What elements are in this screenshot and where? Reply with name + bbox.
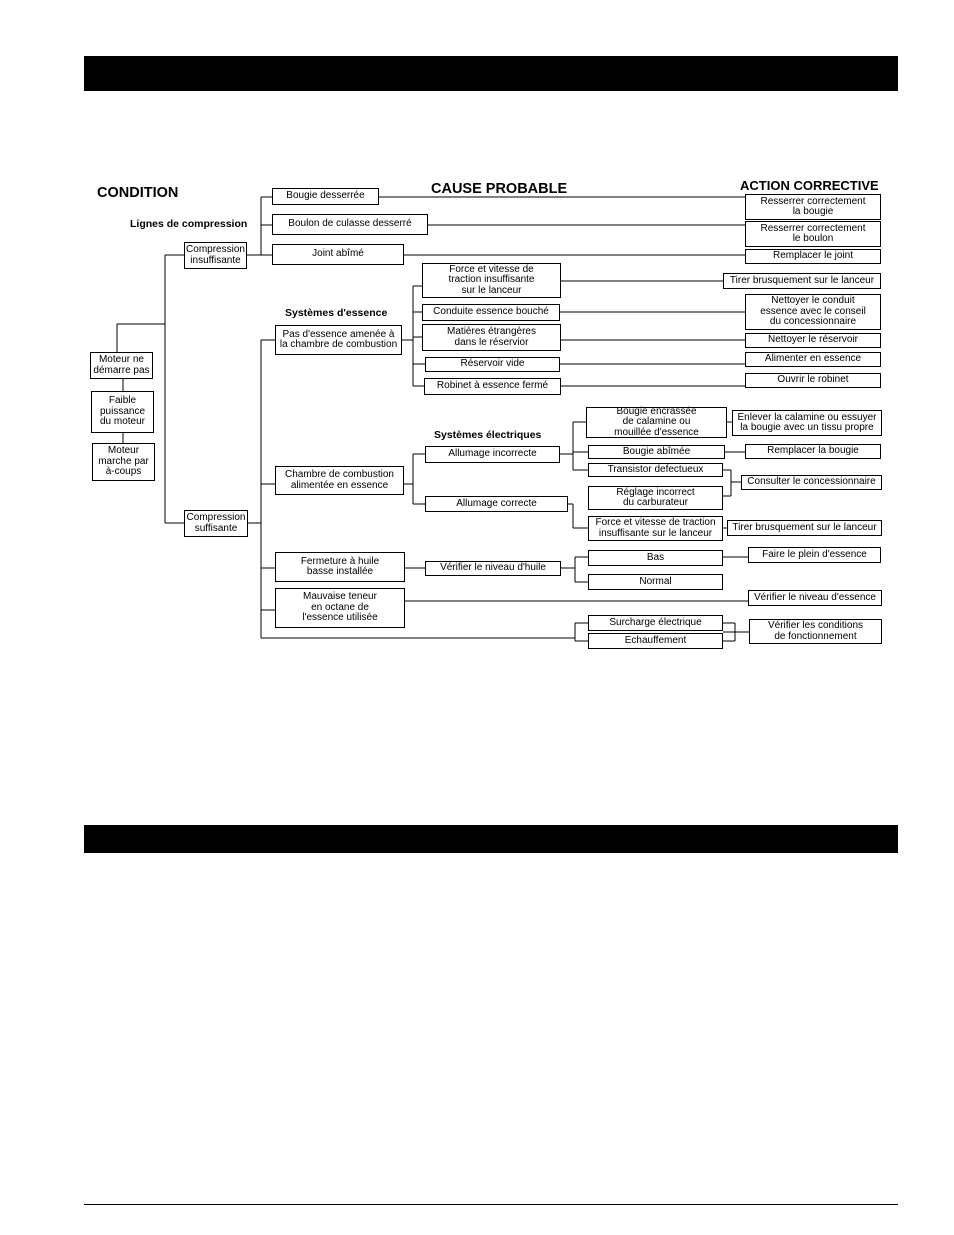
fuel-action-add-fuel: Alimenter en essence bbox=[745, 352, 881, 367]
cause-heading: CAUSE PROBABLE bbox=[431, 181, 568, 197]
fuel-action-pull-starter: Tirer brusquement sur le lanceur bbox=[723, 273, 881, 289]
oil-level-low: Bas bbox=[588, 550, 723, 566]
connector bbox=[560, 422, 588, 470]
octane-bad: Mauvaise teneur en octane de l'essence utilisée bbox=[275, 588, 405, 628]
oil-level-normal: Normal bbox=[588, 574, 723, 590]
action-heading: ACTION CORRECTIVE bbox=[740, 178, 879, 193]
action-replace-gasket: Remplacer le joint bbox=[745, 249, 881, 264]
cause-damaged-spark-plug: Bougie abîmée bbox=[588, 445, 725, 459]
fuel-cause-valve-closed: Robinet à essence fermé bbox=[424, 378, 561, 395]
electric-overload: Surcharge électrique bbox=[588, 615, 723, 631]
connector bbox=[379, 197, 745, 255]
ignition-correct: Allumage correcte bbox=[425, 496, 568, 512]
cause-fouled-spark-plug: Bougie encrassée de calamine ou mouillée d'essence bbox=[586, 407, 727, 438]
condition-engine-wont-start: Moteur ne démarre pas bbox=[90, 352, 153, 379]
fuel-cause-empty-tank: Réservoir vide bbox=[425, 357, 560, 372]
compression-lines-label: Lignes de compression bbox=[130, 218, 248, 230]
cause-pull-force-combustion: Force et vitesse de traction insuffisante sur le lanceur bbox=[588, 516, 723, 541]
action-consult-dealer: Consulter le concessionnaire bbox=[741, 475, 882, 490]
compression-sufficient: Compression suffisante bbox=[184, 510, 248, 537]
condition-engine-jerks: Moteur marche par à-coups bbox=[92, 443, 155, 481]
electric-action-check: Vérifier les conditions de fonctionnement bbox=[749, 619, 882, 644]
cause-loose-spark-plug: Bougie desserrée bbox=[272, 188, 379, 205]
cause-damaged-gasket: Joint abîmé bbox=[272, 244, 404, 265]
connector bbox=[117, 255, 184, 523]
cause-faulty-transistor: Transistor defectueux bbox=[588, 463, 723, 477]
cause-carburetor-setting: Réglage incorrect du carburateur bbox=[588, 486, 723, 510]
oil-action-fill: Faire le plein d'essence bbox=[748, 547, 881, 563]
oil-low-shutoff: Fermeture à huile basse installée bbox=[275, 552, 405, 582]
fuel-cause-line-blocked: Conduite essence bouché bbox=[422, 304, 560, 321]
combustion-chamber-fed: Chambre de combustion alimentée en essence bbox=[275, 466, 404, 495]
cause-loose-head-bolt: Boulon de culasse desserré bbox=[272, 214, 428, 235]
connector bbox=[560, 281, 745, 386]
fuel-systems-label: Systèmes d'essence bbox=[285, 307, 388, 319]
oil-check-level: Vérifier le niveau d'huile bbox=[425, 561, 561, 576]
electrical-systems-label: Systèmes électriques bbox=[434, 429, 542, 441]
action-remove-carbon: Enlever la calamine ou essuyer la bougie avec un tissu propre bbox=[732, 410, 882, 436]
condition-low-power: Faible puissance du moteur bbox=[91, 391, 154, 433]
action-tighten-bolt: Resserrer correctement le boulon bbox=[745, 221, 881, 247]
fuel-cause-pull-force: Force et vitesse de traction insuffisante sur le lanceur bbox=[422, 263, 561, 298]
fuel-action-clean-tank: Nettoyer le réservoir bbox=[745, 333, 881, 348]
electric-overheat: Echauffement bbox=[588, 633, 723, 649]
compression-insufficient: Compression insuffisante bbox=[184, 242, 247, 269]
condition-heading: CONDITION bbox=[97, 185, 179, 201]
fuel-cause-foreign-matter: Matières étrangères dans le réservior bbox=[422, 324, 561, 351]
fuel-action-open-valve: Ouvrir le robinet bbox=[745, 373, 881, 388]
connector bbox=[404, 454, 425, 504]
fuel-action-clean-line: Nettoyer le conduit essence avec le conseil du concessionnaire bbox=[745, 294, 881, 330]
ignition-incorrect: Allumage incorrecte bbox=[425, 446, 560, 463]
fuel-no-fuel-to-chamber: Pas d'essence amenée à la chambre de combustion bbox=[275, 325, 402, 355]
action-replace-spark-plug: Remplacer la bougie bbox=[745, 444, 881, 459]
connector bbox=[247, 197, 272, 255]
action-pull-starter-combustion: Tirer brusquement sur le lanceur bbox=[727, 520, 882, 536]
action-tighten-spark-plug: Resserrer correctement la bougie bbox=[745, 194, 881, 220]
octane-action-check: Vérifier le niveau d'essence bbox=[748, 590, 882, 606]
